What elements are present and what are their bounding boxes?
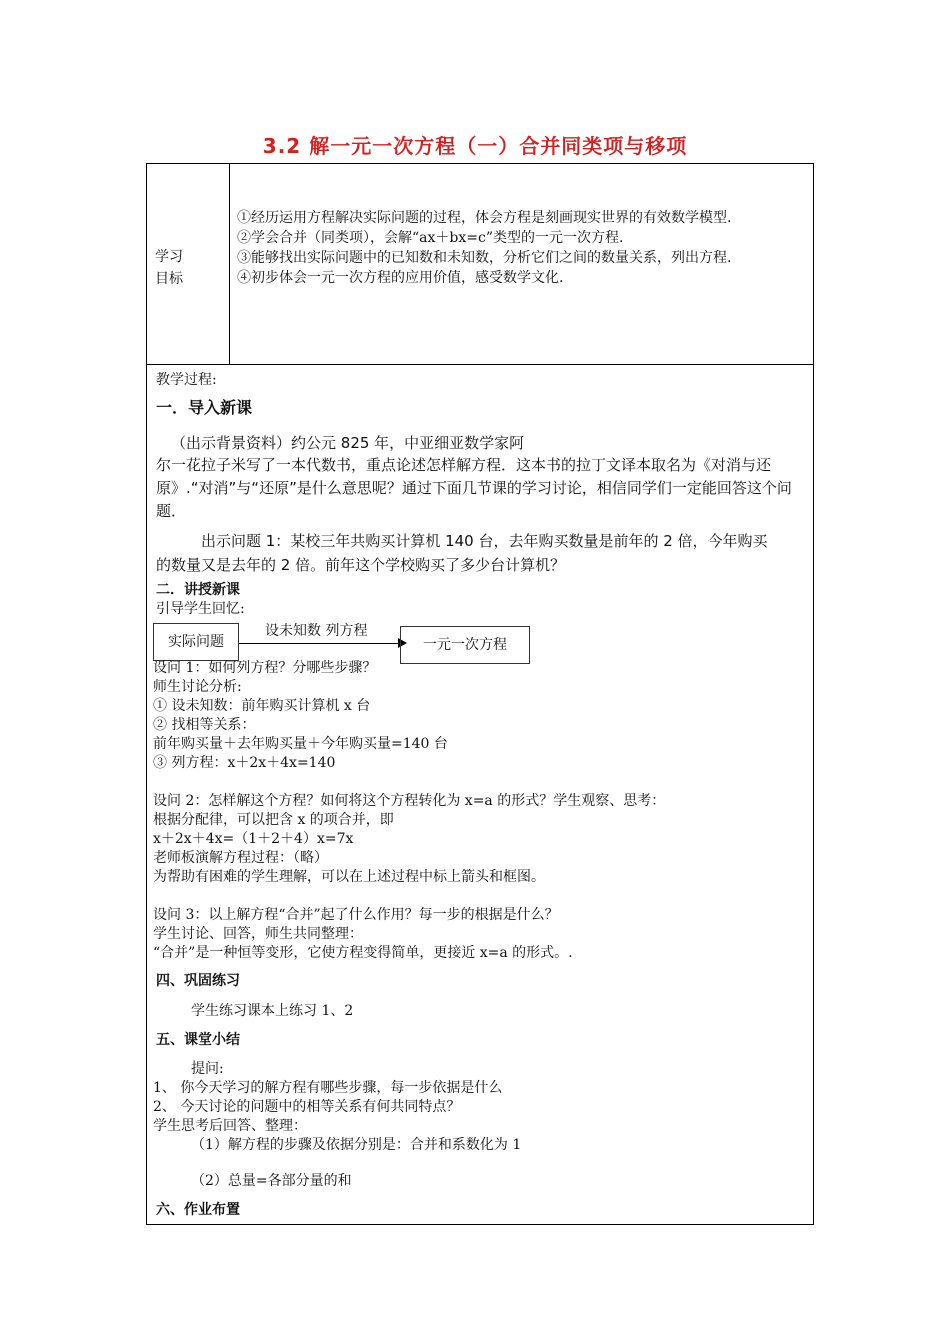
objectives-row [147, 164, 813, 365]
question-2-line-4: 为帮助有困难的学生理解，可以在上述过程中标上箭头和框图。 [153, 869, 545, 885]
objectives-list [237, 208, 807, 288]
intro-paragraph: 尔一花拉子米写了一本代数书，重点论述怎样解方程．这本书的拉丁文译本取名为《对消与还原》.“对消”与“还原”是什么意思呢？通过下面几节课的学习讨论，相信同学们一定能回答这个问题． [156, 456, 792, 520]
intro-line-1: （出示背景资料）约公元 825 年，中亚细亚数学家阿 [171, 434, 525, 452]
lesson-table [146, 163, 814, 1225]
section-5-title: 五、课堂小结 [156, 1032, 240, 1048]
objective-item: ③能够找出实际问题中的已知数和未知数，分析它们之间的数量关系，列出方程. [237, 250, 732, 266]
page-title: 3.2 解一元一次方程（一）合并同类项与移项 [262, 134, 688, 158]
step-2: ② 找相等关系： [153, 717, 256, 733]
problem-line-1: 出示问题 1：某校三年共购买计算机 140 台，去年购买数量是前年的 2 倍，今年购买 [201, 532, 768, 550]
flow-box-equation: 一元一次方程 [400, 626, 530, 664]
section-4-title: 四、巩固练习 [156, 973, 240, 989]
question-1: 设问 1：如何列方程？分哪些步骤？ [153, 660, 377, 676]
flow-arrow-line [239, 643, 399, 644]
flow-box-real-problem: 实际问题 [153, 623, 239, 661]
process-heading: 教学过程: [156, 372, 217, 388]
question-2-line-2: x＋2x＋4x=（1＋2＋4）x=7x [153, 831, 354, 847]
question-3-line-1: 学生讨论、回答，师生共同整理： [153, 926, 363, 942]
step-3: ③ 列方程：x＋2x＋4x=140 [153, 755, 336, 771]
practice-text: 学生练习课本上练习 1、2 [191, 1003, 354, 1019]
ask-item-2: 2、 今天讨论的问题中的相等关系有何共同特点？ [153, 1099, 461, 1115]
answer-2: （2）总量=各部分量的和 [191, 1173, 352, 1189]
section-2-title: 二．讲授新课 [156, 582, 240, 598]
question-2: 设问 2：怎样解这个方程？如何将这个方程转化为 x=a 的形式？学生观察、思考： [153, 793, 666, 809]
ask-item-1: 1、 你今天学习的解方程有哪些步骤，每一步依据是什么 [153, 1080, 503, 1096]
question-3-line-2: “合并”是一种恒等变形，它使方程变得简单，更接近 x=a 的形式。. [153, 945, 573, 961]
question-2-line-3: 老师板演解方程过程：（略） [153, 850, 328, 866]
analysis-heading: 师生讨论分析: [153, 679, 242, 695]
section-6-title: 六、作业布置 [156, 1202, 240, 1218]
answer-1: （1）解方程的步骤及依据分别是：合并和系数化为 1 [191, 1137, 522, 1153]
equality-relation: 前年购买量＋去年购买量＋今年购买量=140 台 [153, 736, 448, 752]
objective-item: ②学会合并（同类项），会解“ax＋bx=c”类型的一元一次方程. [237, 230, 624, 246]
section-1-title: 一．导入新课 [156, 398, 253, 417]
ask-heading: 提问: [191, 1061, 224, 1077]
problem-line-2: 的数量又是去年的 2 倍。前年这个学校购买了多少台计算机？ [156, 556, 566, 574]
step-1: ① 设未知数：前年购买计算机 x 台 [153, 698, 371, 714]
answer-heading: 学生思考后回答、整理： [153, 1118, 307, 1134]
question-3: 设问 3：以上解方程“合并”起了什么作用？每一步的根据是什么？ [153, 907, 559, 923]
flow-arrow-label: 设未知数 列方程 [265, 623, 368, 639]
question-2-line-1: 根据分配律，可以把含 x 的项合并，即 [153, 812, 394, 828]
guide-text: 引导学生回忆: [156, 601, 245, 617]
objectives-label-cell [147, 164, 230, 364]
objective-item: ①经历运用方程解决实际问题的过程，体会方程是刻画现实世界的有效数学模型. [237, 210, 732, 226]
objectives-label: 学习 目标 [155, 249, 183, 287]
objective-item: ④初步体会一元一次方程的应用价值，感受数学文化. [237, 270, 564, 286]
